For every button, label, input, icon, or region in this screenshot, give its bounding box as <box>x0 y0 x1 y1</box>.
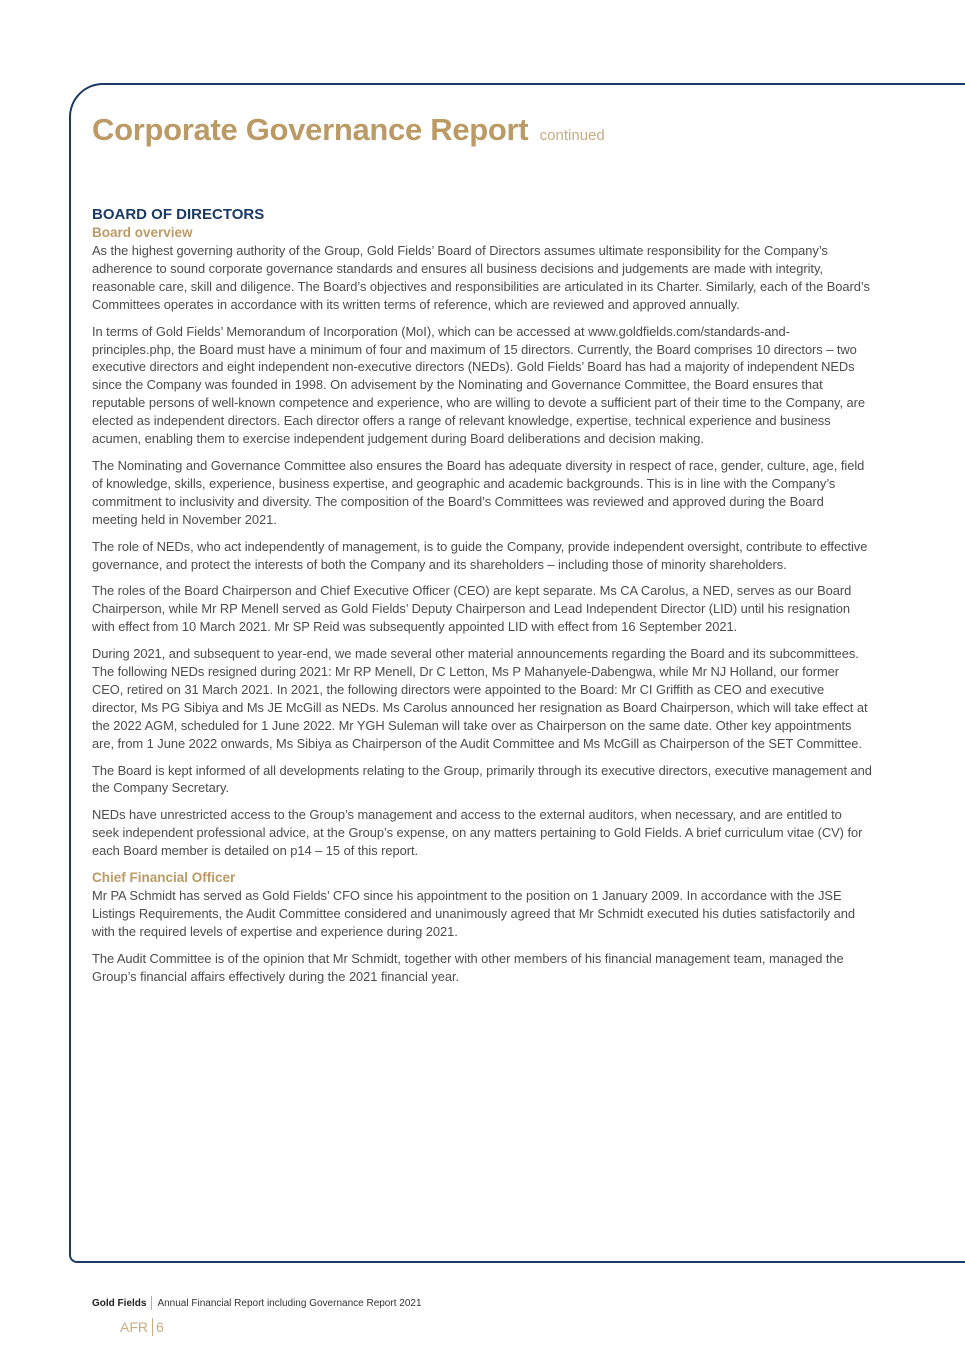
board-overview-heading: Board overview <box>92 225 193 240</box>
section-heading: BOARD OF DIRECTORS <box>92 206 265 223</box>
page-title-suffix: continued <box>539 127 605 144</box>
paragraph: The roles of the Board Chairperson and Chief Executive Officer (CEO) are kept separate. Ms CA Carolus, a NED, serves as our Board Chairperson, while Mr RP Menell served as Gold Fields’ Deputy Chairperson and Lead Independent Director (LID) until his resignation with effect from 10 March 2021. Mr SP Reid was subsequently appointed LID with effect from 16 September 2021. <box>92 583 852 635</box>
footer-report-line <box>92 1296 422 1310</box>
paragraph: The Nominating and Governance Committee also ensures the Board has adequate diversity in respect of race, gender, culture, age, field of knowledge, skills, experience, business expertise, and geographic and academic backgrounds. This is in line with the Company’s commitment to inclusivity and diversity. The composition of the Board’s Committees was reviewed and approved during the Board meeting held in November 2021. <box>92 457 865 527</box>
paragraph: In terms of Gold Fields’ Memorandum of Incorporation (MoI), which can be accessed at www.goldfields.com/standards-and-principles.php, the Board must have a minimum of four and maximum of 15 directors. Currently, the Board comprises 10 directors – two executive directors and eight independent non-executive directors (NEDs). Gold Fields’ Board has had a majority of independent NEDs since the Company was founded in 1998. On advisement by the Nominating and Governance Committee, the Board ensures that reputable persons of well-known competence and experience, who are willing to devote a sufficient part of their time to the Company, are elected as independent directors. Each director offers a range of relevant knowledge, expertise, technical experience and business acumen, enabling them to exercise independent judgement during Board deliberations and decision making. <box>92 323 866 447</box>
paragraph: As the highest governing authority of the Group, Gold Fields’ Board of Directors assumes ultimate responsibility for the Company’s adherence to sound corporate governance standards and ensures all business decisions and judgements are made with integrity, reasonable care, skill and diligence. The Board’s objectives and responsibilities are articulated in its Charter. Similarly, each of the Board’s Committees operates in accordance with its written terms of reference, which are reviewed and approved annually. <box>92 243 870 312</box>
cfo-heading: Chief Financial Officer <box>92 870 236 886</box>
paragraph: The Board is kept informed of all developments relating to the Group, primarily through its executive directors, executive management and the Company Secretary. <box>92 762 872 796</box>
footer-brand: Gold Fields <box>92 1297 147 1309</box>
page-number: 6 <box>156 1319 164 1335</box>
main-content <box>92 206 872 995</box>
paragraph: NEDs have unrestricted access to the Group’s management and access to the external auditors, when necessary, and are entitled to seek independent professional advice, at the Group’s expense, on any matters pertaining to Gold Fields. A brief curriculum vitae (CV) for each Board member is detailed on p14 – 15 of this report. <box>92 807 863 859</box>
footer-page-divider <box>152 1318 153 1336</box>
footer-page-marker <box>120 1318 164 1336</box>
paragraph: The role of NEDs, who act independently of management, is to guide the Company, provide independent oversight, contribute to effective governance, and protect the interests of both the Company and its shareholders – including those of minority shareholders. <box>92 538 868 572</box>
paragraph: Mr PA Schmidt has served as Gold Fields’ CFO since his appointment to the position on 1 January 2009. In accordance with the JSE Listings Requirements, the Audit Committee considered and unanimously agreed that Mr Schmidt executed his duties satisfactorily and with the required levels of expertise and experience during 2021. <box>92 888 855 939</box>
footer-report-name: Annual Financial Report including Governance Report 2021 <box>157 1297 422 1309</box>
footer-section-code: AFR <box>120 1319 148 1335</box>
page-title-text: Corporate Governance Report <box>92 112 529 147</box>
page-title <box>92 112 605 148</box>
paragraph: The Audit Committee is of the opinion that Mr Schmidt, together with other members of his financial management team, managed the Group’s financial affairs effectively during the 2021 financial year. <box>92 950 844 984</box>
paragraph: During 2021, and subsequent to year-end, we made several other material announcements regarding the Board and its subcommittees. The following NEDs resigned during 2021: Mr RP Menell, Dr C Letton, Ms P Mahanyele-Dabengwa, while Mr NJ Holland, our former CEO, retired on 31 March 2021. In 2021, the following directors were appointed to the Board: Mr CI Griffith as CEO and executive director, Ms PG Sibiya and Ms JE McGill as NEDs. Ms Carolus announced her resignation as Board Chairperson, which will take effect at the 2022 AGM, scheduled for 1 June 2022. Mr YGH Suleman will take over as Chairperson on the same date. Other key appointments are, from 1 June 2022 onwards, Ms Sibiya as Chairperson of the Audit Committee and Ms McGill as Chairperson of the SET Committee. <box>92 646 868 751</box>
